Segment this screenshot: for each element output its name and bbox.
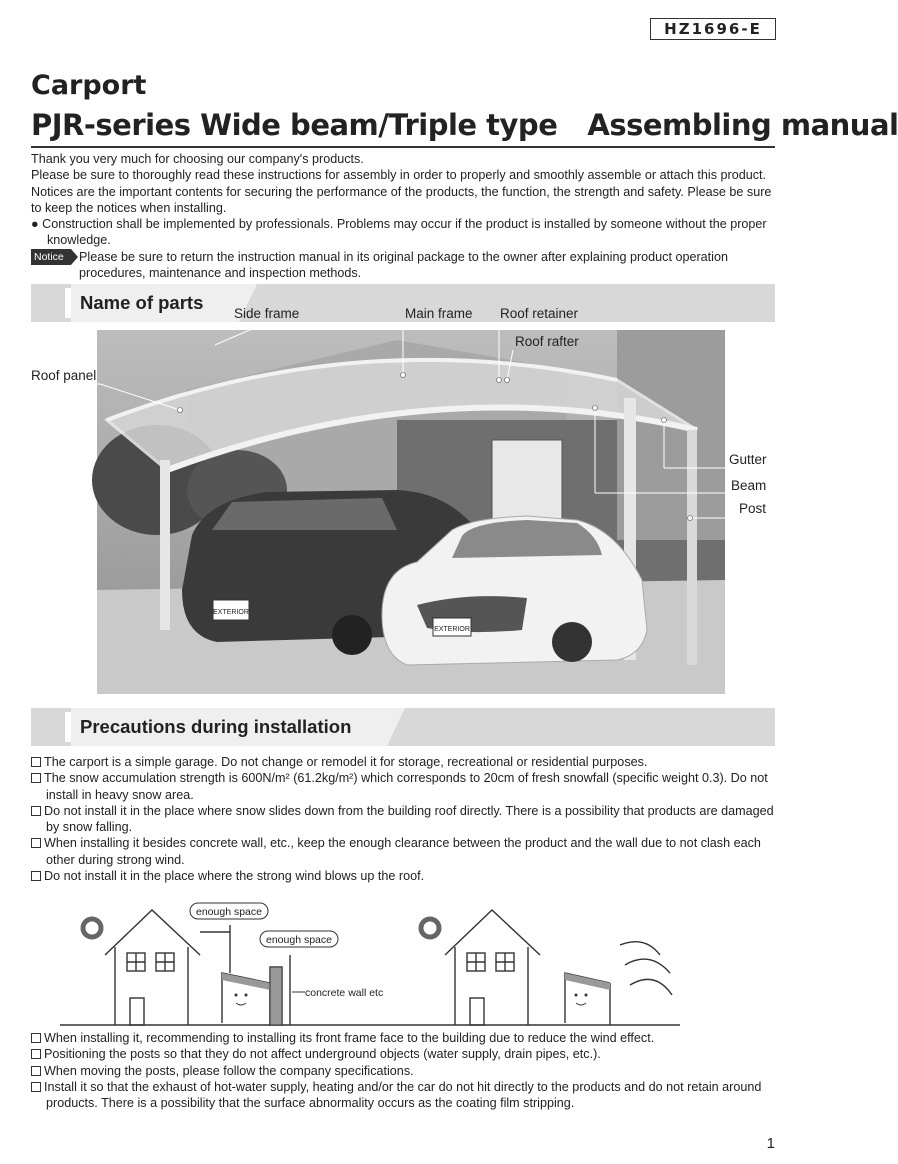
carport-roof-shape — [222, 973, 270, 990]
precaution-item: When installing it, recommending to installing its front frame face to the building due to reduce the wind effect. — [31, 1030, 777, 1046]
white-car-plate-text: EXTERIOR — [434, 626, 470, 633]
ok-circle-icon — [421, 919, 439, 937]
enough-space-label-2: enough space — [266, 934, 332, 946]
house-roof-outline — [105, 910, 200, 955]
precaution-item: Install it so that the exhaust of hot-water supply, heating and/or the car do not hit directly to the products and do not retain around products. There is a possibility that the surface abnormality occurs as the coating film stripping. — [31, 1079, 777, 1112]
wind-line — [620, 942, 660, 955]
checkbox-icon — [31, 1033, 41, 1043]
intro-line: Thank you very much for choosing our company's products. — [31, 152, 364, 166]
checkbox-icon — [31, 871, 41, 881]
label-roof-retainer: Roof retainer — [500, 306, 579, 321]
precautions-list — [31, 754, 777, 884]
precaution-item: When moving the posts, please follow the company specifications. — [31, 1063, 777, 1079]
checkbox-icon — [31, 1049, 41, 1059]
precautions-list-continued — [31, 1030, 777, 1111]
bullet-text: Construction shall be implemented by professionals. Problems may occur if the product is installed by someone without the proper knowledge. — [42, 217, 767, 248]
document-code: HZ1696-E — [650, 18, 776, 40]
label-gutter: Gutter — [729, 452, 767, 467]
intro-line: Notices are the important contents for securing the performance of the products, the function, the strength and safety. Please be sure to keep the notices when installing. — [31, 184, 772, 215]
precaution-item: The snow accumulation strength is 600N/m² (61.2kg/m²) which corresponds to 20cm of fresh snowfall (specific weight 0.3). Do not install in heavy snow area. — [31, 770, 777, 803]
wind-line — [630, 979, 672, 995]
label-main-frame: Main frame — [405, 306, 473, 321]
checkbox-icon — [31, 757, 41, 767]
intro-line: Please be sure to thoroughly read these instructions for assembly in order to properly and smoothly assemble or attach this product. — [31, 168, 767, 183]
precaution-item: When installing it besides concrete wall, etc., keep the enough clearance between the product and the wall due to not clash each other during strong wind. — [31, 835, 777, 868]
precaution-item: The carport is a simple garage. Do not change or remodel it for storage, recreational or residential purposes. — [31, 754, 777, 770]
product-title: Carport — [31, 70, 147, 101]
label-roof-rafter: Roof rafter — [515, 334, 579, 349]
label-post: Post — [739, 501, 767, 516]
notice-tag: Notice — [31, 249, 71, 265]
page-number: 1 — [766, 1135, 775, 1152]
checkbox-icon — [31, 1082, 41, 1092]
bullet-dot-icon: ● — [31, 217, 43, 232]
concrete-wall-label: concrete wall etc — [305, 987, 384, 999]
enough-space-label-1: enough space — [196, 906, 262, 918]
name-of-parts-heading: Name of parts — [71, 284, 239, 322]
label-roof-panel: Roof panel — [31, 368, 97, 383]
label-side-frame: Side frame — [234, 306, 300, 321]
checkbox-icon — [31, 838, 41, 848]
clearance-diagrams — [60, 895, 760, 1030]
assembling-manual-title: Assembling manual — [587, 108, 898, 142]
dark-car-plate-text: EXTERIOR — [213, 609, 249, 616]
precaution-item: Do not install it in the place where the strong wind blows up the roof. — [31, 868, 777, 884]
checkbox-icon — [31, 773, 41, 783]
notice-text: Please be sure to return the instruction manual in its original package to the owner after explaining product operation procedures, maintenance and inspection methods. — [79, 249, 728, 281]
checkbox-icon — [31, 1066, 41, 1076]
precaution-item: Positioning the posts so that they do not affect underground objects (water supply, drain pipes, etc.). — [31, 1046, 777, 1062]
checkbox-icon — [31, 806, 41, 816]
wind-line — [625, 959, 670, 973]
precaution-item: Do not install it in the place where snow slides down from the building roof directly. There is a possibility that products are damaged by snow falling. — [31, 803, 777, 836]
series-title: PJR-series Wide beam/Triple type — [31, 108, 558, 142]
ok-circle-icon — [83, 919, 101, 937]
label-beam: Beam — [731, 478, 767, 493]
precautions-band — [31, 708, 775, 746]
carport-roof-shape — [565, 973, 610, 990]
precautions-heading: Precautions during installation — [71, 708, 387, 746]
